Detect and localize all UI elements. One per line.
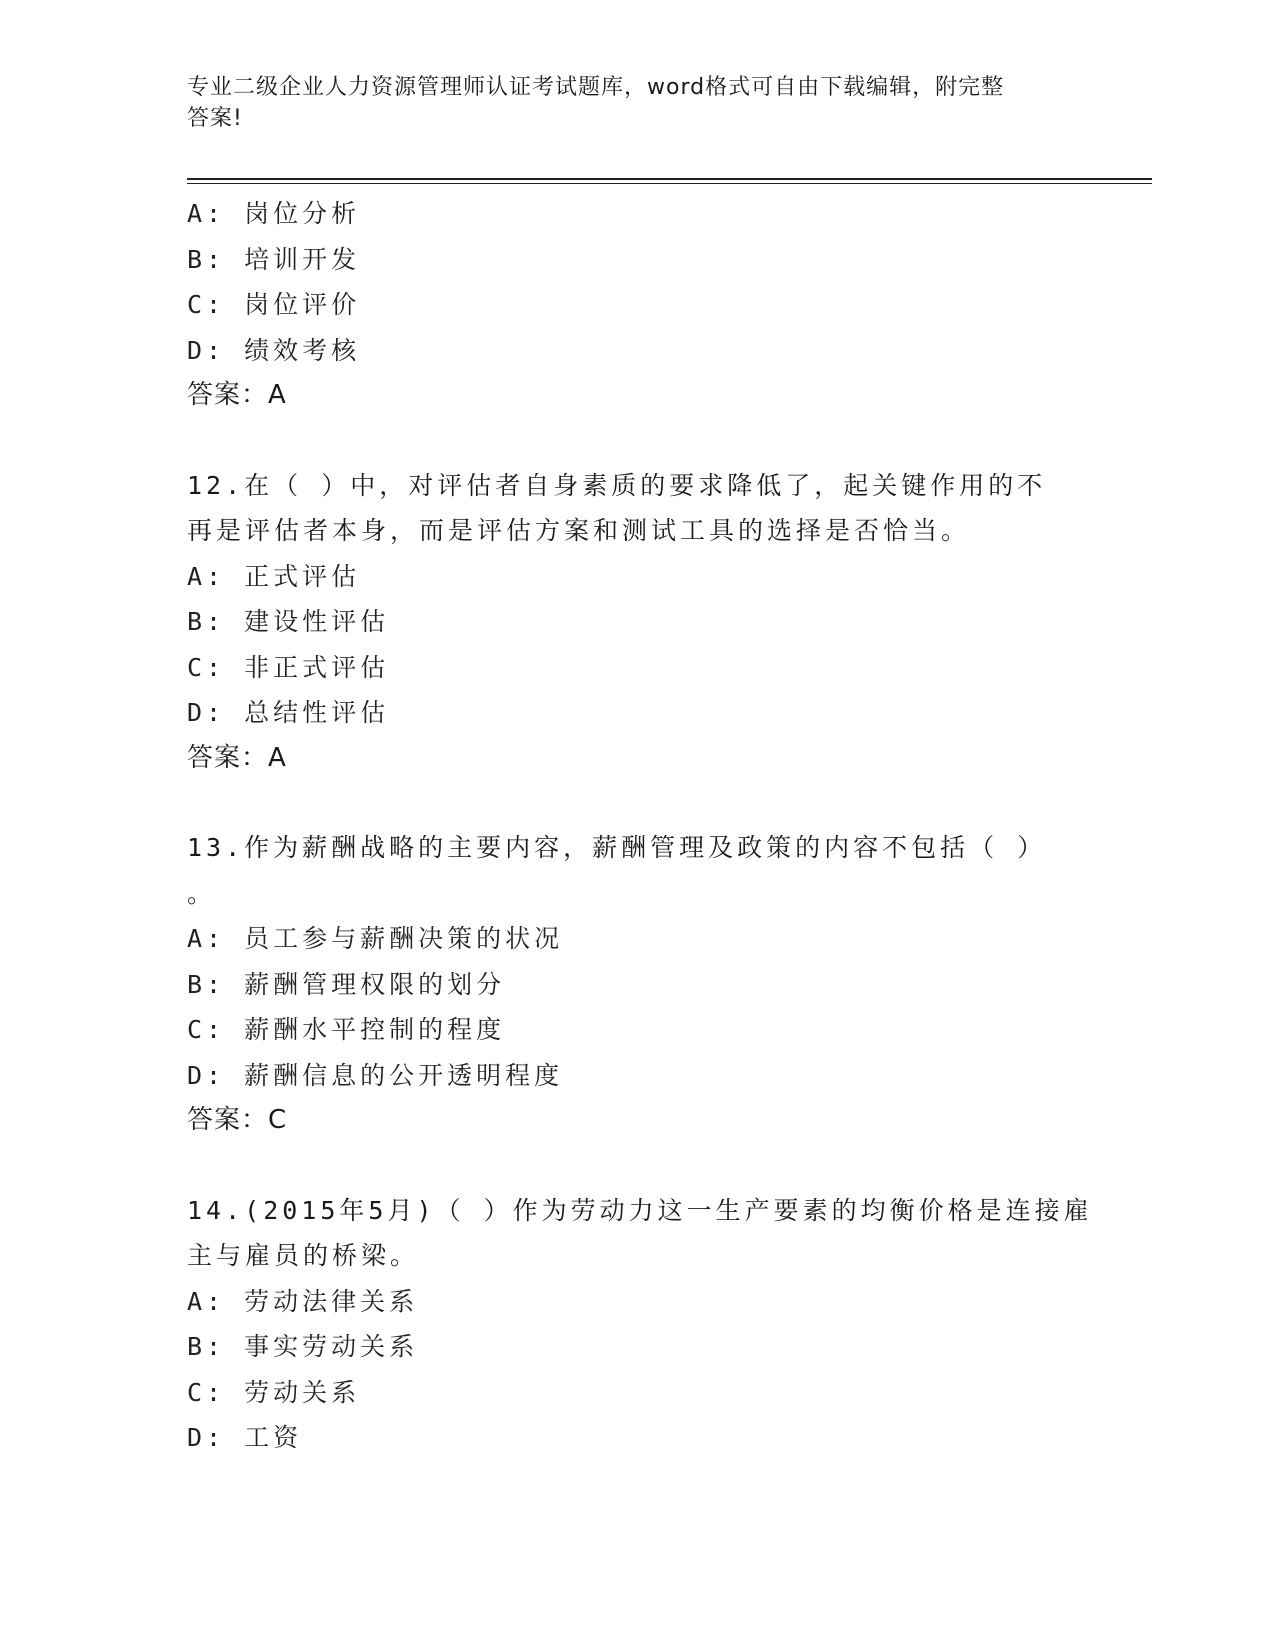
option-a: A: 劳动法律关系 [187, 1286, 419, 1316]
document-header [187, 72, 1067, 134]
option-a: A: 员工参与薪酬决策的状况 [187, 924, 564, 953]
header-divider-thick [187, 178, 1152, 180]
option-d: D: 总结性评估 [187, 698, 390, 727]
option-d: D: 工资 [187, 1423, 303, 1452]
option-c: C: 非正式评估 [187, 652, 390, 682]
header-line-2: 答案! [187, 106, 243, 131]
spacer [187, 1144, 1087, 1188]
option-c: C: 岗位评价 [187, 290, 361, 319]
option-b: B: 薪酬管理权限的划分 [187, 969, 506, 999]
question-11 [187, 191, 1087, 419]
answer: 答案：C [187, 1105, 288, 1135]
question-13 [187, 825, 1087, 1144]
option-d: D: 绩效考核 [187, 335, 361, 365]
spacer [187, 781, 1087, 825]
option-b: B: 建设性评估 [187, 607, 390, 636]
question-text-line-2: 再是评估者本身，而是评估方案和测试工具的选择是否恰当。 [187, 516, 971, 545]
header-line-1: 专业二级企业人力资源管理师认证考试题库，word格式可自由下载编辑，附完整 [187, 75, 1005, 100]
question-text-line-1: 14.(2015年5月)（ ）作为劳动力这一生产要素的均衡价格是连接雇 [187, 1195, 1093, 1225]
answer: 答案：A [187, 380, 287, 410]
question-list [187, 191, 1093, 1461]
header-divider-thin [187, 183, 1152, 184]
spacer [187, 419, 1087, 463]
option-b: B: 事实劳动关系 [187, 1332, 419, 1361]
question-text-line-2: 。 [187, 878, 217, 908]
question-text-line-2: 主与雇员的桥梁。 [187, 1241, 420, 1270]
question-14 [187, 1188, 1093, 1461]
option-a: A: 岗位分析 [187, 199, 361, 228]
option-c: C: 劳动关系 [187, 1377, 361, 1407]
option-c: C: 薪酬水平控制的程度 [187, 1015, 506, 1044]
question-12 [187, 463, 1087, 782]
question-text-line-1: 13.作为薪酬战略的主要内容，薪酬管理及政策的内容不包括（ ） [187, 833, 1047, 862]
option-a: A: 正式评估 [187, 561, 361, 591]
option-d: D: 薪酬信息的公开透明程度 [187, 1060, 564, 1090]
option-b: B: 培训开发 [187, 244, 361, 274]
answer: 答案：A [187, 742, 287, 773]
question-text-line-1: 12.在（ ）中，对评估者自身素质的要求降低了，起关键作用的不 [187, 470, 1047, 500]
